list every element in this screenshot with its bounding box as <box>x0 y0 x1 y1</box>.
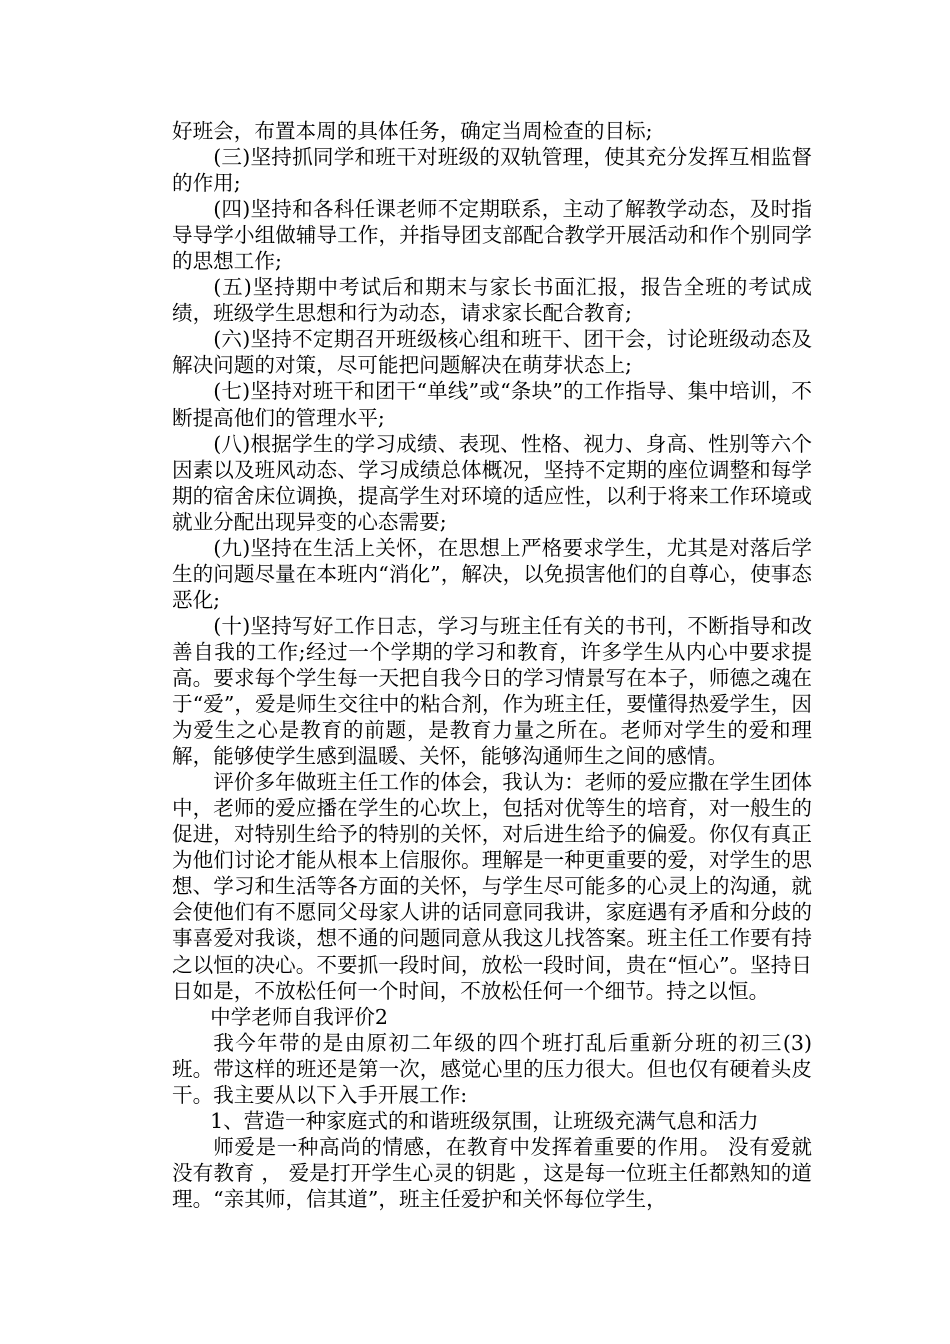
paragraph-10: 评价多年做班主任工作的体会，我认为：老师的爱应撒在学生团体中，老师的爱应播在学生的心坎上，包括对优等生的培育，对一般生的促进，对特别生给予的特别的关怀，对后进生给予的偏爱。你仅有真正为他们讨论才能从根本上信服你。理解是一种更重要的爱，对学生的思想、学习和生活等各方面的关怀，与学生尽可能多的心灵上的沟通，就会使他们有不愿同父母家人讲的话同意同我讲，家庭遇有矛盾和分歧的事喜爱对我谈，想不通的问题同意从我这儿找答案。班主任工作要有持之以恒的决心。不要抓一段时间，放松一段时间，贵在“恒心”。坚持日日如是，不放松任何一个时间，不放松任何一个细节。持之以恒。 <box>172 770 812 1003</box>
paragraph-12: 我今年带的是由原初二年级的四个班打乱后重新分班的初三(3)班。带这样的班还是第一次，感觉心里的压力很大。但也仅有硬着头皮干。我主要从以下入手开展工作: <box>172 1030 812 1107</box>
paragraph-2: (三)坚持抓同学和班干对班级的双轨管理，使其充分发挥互相监督的作用; <box>172 145 812 196</box>
paragraph-5: (六)坚持不定期召开班级核心组和班干、团干会，讨论班级动态及解决问题的对策，尽可能把问题解决在萌芽状态上; <box>172 327 812 378</box>
subsection-heading: 1、营造一种家庭式的和谐班级氛围，让班级充满气息和活力 <box>210 1108 759 1133</box>
paragraph-7: (八)根据学生的学习成绩、表现、性格、视力、身高、性别等六个因素以及班风动态、学习成绩总体概况，坚持不定期的座位调整和每学期的宿舍床位调换，提高学生对环境的适应性，以利于将来工作环境或就业分配出现异变的心态需要; <box>172 431 812 534</box>
paragraph-9: (十)坚持写好工作日志，学习与班主任有关的书刊，不断指导和改善自我的工作;经过一个学期的学习和教育，许多学生从内心中要求提高。要求每个学生每一天把自我今日的学习情景写在本子，师德之魂在于“爱”，爱是师生交往中的粘合剂，作为班主任，要懂得热爱学生，因为爱生之心是教育的前题，是教育力量之所在。老师对学生的爱和理解，能够使学生感到温暖、关怀，能够沟通师生之间的感情。 <box>172 613 812 769</box>
paragraph-1: 好班会，布置本周的具体任务，确定当周检查的目标; <box>172 119 653 143</box>
paragraph-6: (七)坚持对班干和团干“单线”或“条块”的工作指导、集中培训，不断提高他们的管理水平; <box>172 379 812 430</box>
document-page <box>172 118 812 1212</box>
paragraph-8: (九)坚持在生活上关怀，在思想上严格要求学生，尤其是对落后学生的问题尽量在本班内“消化”，解决，以免损害他们的自尊心，使事态恶化; <box>172 535 812 612</box>
section-heading: 中学老师自我评价2 <box>210 1004 388 1029</box>
paragraph-14: 师爱是一种高尚的情感，在教育中发挥着重要的作用。 没有爱就没有教育 ， 爱是打开学生心灵的钥匙 ，这是每一位班主任都熟知的道理。“亲其师，信其道”，班主任爱护和关怀每位学生， <box>172 1134 812 1211</box>
paragraph-3: (四)坚持和各科任课老师不定期联系，主动了解教学动态，及时指导导学小组做辅导工作，并指导团支部配合教学开展活动和作个别同学的思想工作; <box>172 197 812 274</box>
paragraph-4: (五)坚持期中考试后和期末与家长书面汇报，报告全班的考试成绩，班级学生思想和行为动态，请求家长配合教育; <box>172 275 812 326</box>
